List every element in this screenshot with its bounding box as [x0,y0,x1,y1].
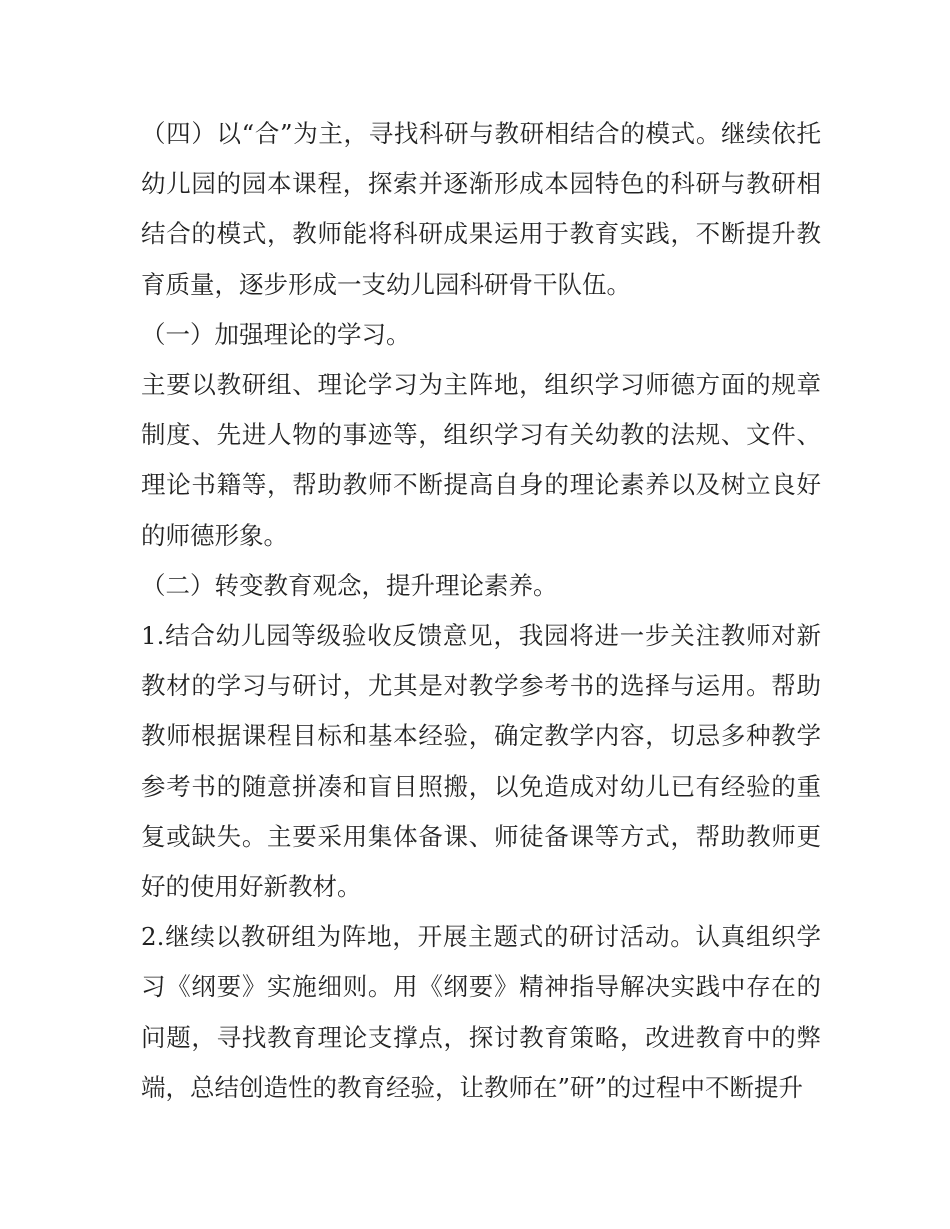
heading-section-one: （一）加强理论的学习。 [141,319,411,349]
paragraph-item-2: 2.继续以教研组为阵地，开展主题式的研讨活动。认真组织学习《纲要》实施细则。用《纲要》精神指导解决实践中存在的问题，寻找教育理论支撑点，探讨教育策略，改进教育中的弊端，总结创造性的教育经验，让教师在”研”的过程中不断提升 [141,922,821,1102]
document-body [141,109,821,1113]
paragraph-item-1: 1.结合幼儿园等级验收反馈意见，我园将进一步关注教师对新教材的学习与研讨，尤其是对教学参考书的选择与运用。帮助教师根据课程目标和基本经验，确定教学内容，切忌多种教学参考书的随意拼凑和盲目照搬，以免造成对幼儿已有经验的重复或缺失。主要采用集体备课、师徒备课等方式，帮助教师更好的使用好新教材。 [141,621,821,902]
paragraph-section-four: （四）以“合”为主，寻找科研与教研相结合的模式。继续依托幼儿园的园本课程，探索并逐渐形成本园特色的科研与教研相结合的模式，教师能将科研成果运用于教育实践，不断提升教育质量，逐步形成一支幼儿园科研骨干队伍。 [141,119,821,299]
heading-section-two: （二）转变教育观念，提升理论素养。 [141,570,558,600]
paragraph-theory-study: 主要以教研组、理论学习为主阵地，组织学习师德方面的规章制度、先进人物的事迹等，组织学习有关幼教的法规、文件、理论书籍等，帮助教师不断提高自身的理论素养以及树立良好的师德形象。 [141,370,821,550]
